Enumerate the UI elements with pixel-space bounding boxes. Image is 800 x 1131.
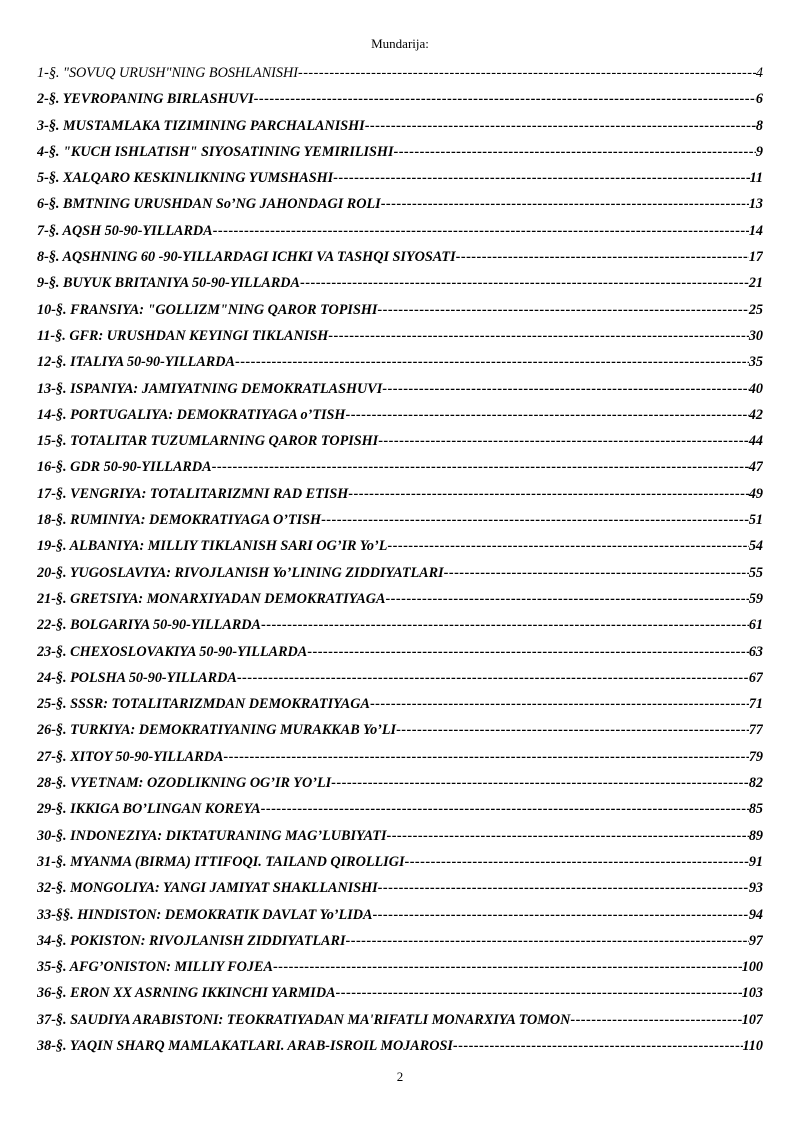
toc-entry-page: 63 [748,643,763,660]
toc-entry[interactable] [37,1035,763,1061]
dot-leader [570,1009,741,1031]
dot-leader [273,956,742,978]
toc-entry[interactable] [37,825,763,851]
table-of-contents [37,62,763,1061]
toc-entry-title: 29-§. IKKIGA BO’LINGAN KOREYA [37,801,261,818]
dot-leader [333,167,749,189]
toc-entry[interactable] [37,982,763,1008]
dot-leader [444,562,749,584]
toc-entry-title: 8-§. AQSHNING 60 -90-YILLARDAGI ICHKI VA TASHQI SIYOSATI [37,249,456,266]
toc-entry[interactable] [37,772,763,798]
toc-entry-page: 85 [748,801,763,818]
toc-entry-page: 77 [748,722,763,739]
dot-leader [404,851,748,873]
dot-leader [382,378,749,400]
toc-entry-page: 14 [748,222,763,239]
toc-entry-page: 13 [748,196,763,213]
toc-entry-title: 10-§. FRANSIYA: "GOLLIZM"NING QAROR TOPISHI [37,301,378,318]
toc-entry-title: 1-§. "SOVUQ URUSH"NING BOSHLANISHI [37,65,298,81]
toc-entry-title: 20-§. YUGOSLAVIYA: RIVOJLANISH Yo’LINING ZIDDIYATLARI [37,564,444,581]
toc-entry-title: 35-§. AFG’ONISTON: MILLIY FOJEA [37,959,273,976]
toc-entry-page: 47 [748,459,763,476]
toc-entry-page: 21 [748,275,763,292]
toc-entry[interactable] [37,956,763,982]
toc-entry[interactable] [37,456,763,482]
toc-entry-page: 55 [748,564,763,581]
dot-leader [336,982,742,1004]
toc-entry-page: 51 [748,512,763,529]
toc-entry-page: 17 [748,249,763,266]
toc-entry-page: 11 [749,170,763,187]
page-number: 2 [396,1069,404,1084]
toc-entry-page: 103 [741,985,763,1002]
toc-entry-page: 82 [748,775,763,792]
toc-entry-page: 61 [748,617,763,634]
toc-entry-title: 37-§. SAUDIYA ARABISTONI: TEOKRATIYADAN MA'RIFATLI MONARXIYA TOMON [37,1011,571,1028]
toc-entry[interactable] [37,193,763,219]
toc-entry[interactable] [37,351,763,377]
toc-entry-title: 19-§. ALBANIYA: MILLIY TIKLANISH SARI OG’IR Yo’L [37,538,388,555]
dot-leader [378,430,749,452]
toc-entry-page: 44 [748,433,763,450]
toc-entry-title: 2-§. YEVROPANING BIRLASHUVI [37,91,254,108]
toc-entry-title: 32-§. MONGOLIYA: YANGI JAMIYAT SHAKLLANISHI [37,880,378,897]
toc-entry-page: 40 [748,380,763,397]
toc-entry-page: 110 [742,1037,763,1054]
toc-entry[interactable] [37,430,763,456]
toc-entry-page: 25 [748,301,763,318]
toc-entry-title: 31-§. MYANMA (BIRMA) ITTIFOQI. TAILAND QIROLLIGI [37,853,405,870]
dot-leader [300,272,749,294]
dot-leader [213,220,749,242]
dot-leader [261,798,749,820]
toc-entry-title: 15-§. TOTALITAR TUZUMLARNING QAROR TOPISHI [37,433,379,450]
toc-entry[interactable] [37,851,763,877]
toc-entry-title: 21-§. GRETSIYA: MONARXIYADAN DEMOKRATIYAGA [37,590,386,607]
toc-entry[interactable] [37,930,763,956]
toc-entry[interactable] [37,167,763,193]
dot-leader [456,246,749,268]
dot-leader [235,351,749,373]
toc-entry-title: 27-§. XITOY 50-90-YILLARDA [37,748,224,765]
toc-entry-title: 38-§. YAQIN SHARQ MAMLAKATLARI. ARAB-ISROIL MOJAROSI [37,1037,453,1054]
toc-entry-page: 35 [748,354,763,371]
dot-leader [385,588,748,610]
toc-entry-title: 4-§. "KUCH ISHLATISH" SIYOSATINING YEMIRILISHI [37,143,394,160]
toc-entry-page: 79 [748,748,763,765]
toc-entry[interactable] [37,62,763,88]
toc-entry[interactable] [37,272,763,298]
toc-entry[interactable] [37,141,763,167]
toc-entry[interactable] [37,641,763,667]
toc-entry-title: 13-§. ISPANIYA: JAMIYATNING DEMOKRATLASHUVI [37,380,383,397]
toc-entry-page: 59 [748,590,763,607]
toc-entry-title: 33-§§. HINDISTON: DEMOKRATIK DAVLAT Yo’LIDA [37,906,373,923]
toc-entry-page: 9 [755,143,763,160]
dot-leader [396,719,749,741]
toc-entry-page: 54 [748,538,763,555]
toc-entry-page: 91 [748,853,763,870]
dot-leader [223,746,748,768]
toc-entry-title: 12-§. ITALIYA 50-90-YILLARDA [37,354,235,371]
toc-entry[interactable] [37,404,763,430]
toc-entry-title: 26-§. TURKIYA: DEMOKRATIYANING MURAKKAB Yo’LI [37,722,397,739]
dot-leader [393,141,755,163]
toc-entry[interactable] [37,220,763,246]
dot-leader [377,299,748,321]
dot-leader [370,693,749,715]
dot-leader [345,404,748,426]
dot-leader [261,614,749,636]
toc-entry-title: 25-§. SSSR: TOTALITARIZMDAN DEMOKRATIYAGA [37,696,370,713]
toc-entry-page: 71 [748,696,763,713]
toc-entry[interactable] [37,325,763,351]
toc-entry[interactable] [37,614,763,640]
toc-entry-title: 30-§. INDONEZIYA: DIKTATURANING MAG’LUBIYATI [37,827,387,844]
dot-leader [453,1035,743,1057]
toc-entry[interactable] [37,693,763,719]
toc-entry-page: 94 [748,906,763,923]
dot-leader [254,88,756,110]
toc-entry-page: 8 [755,117,763,134]
toc-entry[interactable] [37,667,763,693]
toc-entry[interactable] [37,115,763,141]
toc-entry[interactable] [37,746,763,772]
dot-leader [386,825,748,847]
toc-entry-title: 14-§. PORTUGALIYA: DEMOKRATIYAGA o’TISH [37,406,346,423]
toc-entry-title: 34-§. POKISTON: RIVOJLANISH ZIDDIYATLARI [37,932,346,949]
toc-entry-title: 18-§. RUMINIYA: DEMOKRATIYAGA O’TISH [37,512,322,529]
toc-entry-page: 100 [741,959,763,976]
toc-entry[interactable] [37,798,763,824]
dot-leader [328,325,749,347]
toc-entry-page: 42 [748,406,763,423]
toc-entry-page: 107 [741,1011,763,1028]
dot-leader [346,930,749,952]
toc-entry[interactable] [37,904,763,930]
toc-entry[interactable] [37,719,763,745]
toc-entry-page: 49 [748,485,763,502]
toc-entry[interactable] [37,588,763,614]
toc-entry[interactable] [37,535,763,561]
toc-entry[interactable] [37,1009,763,1035]
toc-entry-title: 28-§. VYETNAM: OZODLIKNING OG’IR YO’LI [37,775,332,792]
toc-entry[interactable] [37,246,763,272]
dot-leader [381,193,749,215]
toc-entry[interactable] [37,562,763,588]
dot-leader [365,115,756,137]
dot-leader [307,641,749,663]
toc-entry-page: 89 [748,827,763,844]
dot-leader [348,483,749,505]
toc-entry-page: 6 [755,91,763,108]
toc-entry[interactable] [37,378,763,404]
dot-leader [321,509,749,531]
toc-entry-title: 9-§. BUYUK BRITANIYA 50-90-YILLARDA [37,275,301,292]
toc-entry-page: 4 [755,65,763,81]
toc-entry[interactable] [37,299,763,325]
toc-entry-title: 3-§. MUSTAMLAKA TIZIMINING PARCHALANISHI [37,117,365,134]
toc-entry-title: 24-§. POLSHA 50-90-YILLARDA [37,669,237,686]
dot-leader [298,62,756,84]
toc-entry-title: 17-§. VENGRIYA: TOTALITARIZMNI RAD ETISH [37,485,349,502]
toc-entry[interactable] [37,877,763,903]
toc-entry-page: 67 [748,669,763,686]
toc-entry-title: 36-§. ERON XX ASRNING IKKINCHI YARMIDA [37,985,336,1002]
toc-entry-title: 16-§. GDR 50-90-YILLARDA [37,459,212,476]
toc-entry-page: 93 [748,880,763,897]
dot-leader [331,772,749,794]
toc-entry-title: 22-§. BOLGARIYA 50-90-YILLARDA [37,617,261,634]
toc-entry-page: 30 [748,327,763,344]
toc-entry-title: 7-§. AQSH 50-90-YILLARDA [37,222,213,239]
toc-entry-title: 6-§. BMTNING URUSHDAN So’NG JAHONDAGI ROLI [37,196,381,213]
dot-leader [378,877,749,899]
toc-entry-page: 97 [748,932,763,949]
dot-leader [372,904,748,926]
dot-leader [387,535,748,557]
dot-leader [237,667,749,689]
toc-entry-title: 5-§. XALQARO KESKINLIKNING YUMSHASHI [37,170,334,187]
toc-entry[interactable] [37,88,763,114]
toc-heading: Mundarija: [371,36,429,51]
toc-entry[interactable] [37,509,763,535]
dot-leader [212,456,749,478]
toc-entry-title: 11-§. GFR: URUSHDAN KEYINGI TIKLANISH [37,327,329,344]
toc-entry-title: 23-§. CHEXOSLOVAKIYA 50-90-YILLARDA [37,643,308,660]
toc-entry[interactable] [37,483,763,509]
